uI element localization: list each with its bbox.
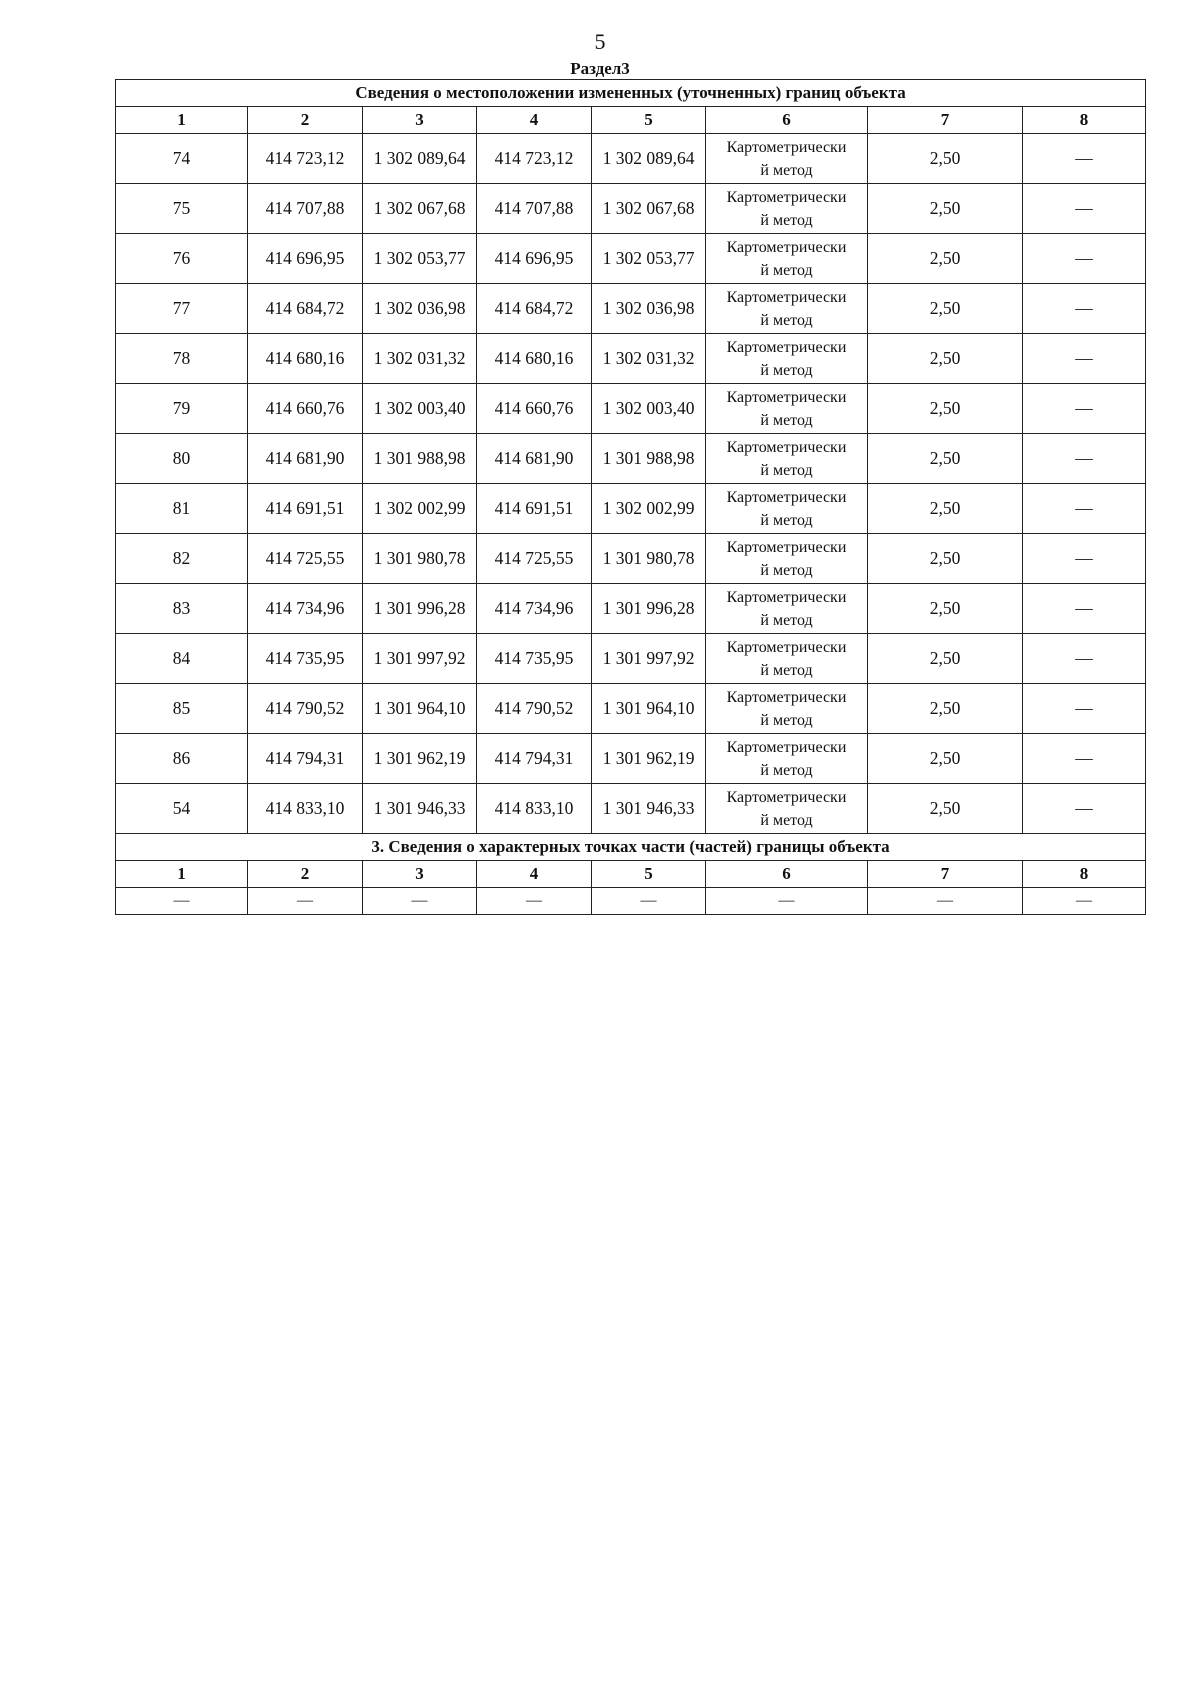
note-cell: —	[1023, 434, 1146, 484]
method-line-1: Картометрически	[726, 638, 847, 656]
y-old-cell: 1 301 962,19	[363, 734, 477, 784]
column-number: 3	[363, 107, 477, 134]
y-old-cell: 1 302 003,40	[363, 384, 477, 434]
x-old-cell: 414 691,51	[248, 484, 363, 534]
table1-title: Сведения о местоположении измененных (уточненных) границ объекта	[116, 80, 1146, 107]
method-line-1: Картометрически	[726, 738, 847, 756]
method-line-2: й метод	[760, 161, 813, 179]
y-old-cell: 1 302 036,98	[363, 284, 477, 334]
column-number: 4	[477, 107, 592, 134]
point-number-cell: 86	[116, 734, 248, 784]
empty-cell: —	[248, 888, 363, 915]
y-new-cell: 1 302 089,64	[592, 134, 706, 184]
column-number: 6	[706, 861, 868, 888]
x-old-cell: 414 707,88	[248, 184, 363, 234]
method-line-2: й метод	[760, 411, 813, 429]
method-line-1: Картометрически	[726, 238, 847, 256]
table1-column-numbers-row	[116, 107, 1146, 134]
method-cell	[706, 734, 868, 784]
y-old-cell: 1 301 964,10	[363, 684, 477, 734]
method-line-2: й метод	[760, 761, 813, 779]
method-cell	[706, 534, 868, 584]
y-new-cell: 1 301 988,98	[592, 434, 706, 484]
x-new-cell: 414 790,52	[477, 684, 592, 734]
table-row	[116, 634, 1146, 684]
x-old-cell: 414 680,16	[248, 334, 363, 384]
y-new-cell: 1 302 053,77	[592, 234, 706, 284]
point-number-cell: 54	[116, 784, 248, 834]
method-line-2: й метод	[760, 511, 813, 529]
x-old-cell: 414 681,90	[248, 434, 363, 484]
accuracy-cell: 2,50	[868, 134, 1023, 184]
x-old-cell: 414 833,10	[248, 784, 363, 834]
table-row	[116, 284, 1146, 334]
accuracy-cell: 2,50	[868, 484, 1023, 534]
x-new-cell: 414 725,55	[477, 534, 592, 584]
x-old-cell: 414 734,96	[248, 584, 363, 634]
column-number: 5	[592, 861, 706, 888]
y-old-cell: 1 301 980,78	[363, 534, 477, 584]
method-cell	[706, 234, 868, 284]
boundary-coordinates-table	[115, 79, 1146, 915]
table-row	[116, 734, 1146, 784]
point-number-cell: 82	[116, 534, 248, 584]
note-cell: —	[1023, 234, 1146, 284]
table-row	[116, 684, 1146, 734]
accuracy-cell: 2,50	[868, 684, 1023, 734]
method-line-2: й метод	[760, 611, 813, 629]
column-number: 1	[116, 107, 248, 134]
method-line-1: Картометрически	[726, 788, 847, 806]
y-new-cell: 1 302 067,68	[592, 184, 706, 234]
y-old-cell: 1 302 002,99	[363, 484, 477, 534]
column-number: 2	[248, 861, 363, 888]
method-line-1: Картометрически	[726, 388, 847, 406]
accuracy-cell: 2,50	[868, 634, 1023, 684]
note-cell: —	[1023, 334, 1146, 384]
y-old-cell: 1 302 053,77	[363, 234, 477, 284]
x-new-cell: 414 691,51	[477, 484, 592, 534]
page-number: 5	[594, 29, 606, 54]
empty-cell: —	[116, 888, 248, 915]
method-line-1: Картометрически	[726, 338, 847, 356]
x-old-cell: 414 723,12	[248, 134, 363, 184]
y-old-cell: 1 301 997,92	[363, 634, 477, 684]
method-line-1: Картометрически	[726, 538, 847, 556]
note-cell: —	[1023, 534, 1146, 584]
method-cell	[706, 384, 868, 434]
accuracy-cell: 2,50	[868, 784, 1023, 834]
column-number: 7	[868, 861, 1023, 888]
method-line-1: Картометрически	[726, 488, 847, 506]
y-old-cell: 1 301 996,28	[363, 584, 477, 634]
x-new-cell: 414 735,95	[477, 634, 592, 684]
y-old-cell: 1 302 067,68	[363, 184, 477, 234]
point-number-cell: 83	[116, 584, 248, 634]
column-number: 8	[1023, 861, 1146, 888]
point-number-cell: 81	[116, 484, 248, 534]
table-row	[116, 784, 1146, 834]
y-new-cell: 1 302 003,40	[592, 384, 706, 434]
method-cell	[706, 134, 868, 184]
table2-title: 3. Сведения о характерных точках части (частей) границы объекта	[116, 834, 1146, 861]
y-old-cell: 1 302 031,32	[363, 334, 477, 384]
method-line-2: й метод	[760, 361, 813, 379]
method-cell	[706, 784, 868, 834]
point-number-cell: 85	[116, 684, 248, 734]
note-cell: —	[1023, 284, 1146, 334]
method-cell	[706, 634, 868, 684]
point-number-cell: 84	[116, 634, 248, 684]
table-row	[116, 584, 1146, 634]
point-number-cell: 79	[116, 384, 248, 434]
point-number-cell: 77	[116, 284, 248, 334]
x-new-cell: 414 684,72	[477, 284, 592, 334]
column-number: 1	[116, 861, 248, 888]
accuracy-cell: 2,50	[868, 734, 1023, 784]
y-new-cell: 1 301 997,92	[592, 634, 706, 684]
x-new-cell: 414 707,88	[477, 184, 592, 234]
method-line-1: Картометрически	[726, 188, 847, 206]
method-cell	[706, 684, 868, 734]
table1-title-row	[116, 80, 1146, 107]
method-cell	[706, 334, 868, 384]
y-new-cell: 1 302 002,99	[592, 484, 706, 534]
y-old-cell: 1 302 089,64	[363, 134, 477, 184]
point-number-cell: 80	[116, 434, 248, 484]
table2-title-row	[116, 834, 1146, 861]
y-old-cell: 1 301 988,98	[363, 434, 477, 484]
section-title: Раздел3	[570, 59, 630, 78]
method-line-1: Картометрически	[726, 588, 847, 606]
column-number: 6	[706, 107, 868, 134]
empty-cell: —	[706, 888, 868, 915]
x-old-cell: 414 684,72	[248, 284, 363, 334]
point-number-cell: 76	[116, 234, 248, 284]
y-new-cell: 1 301 964,10	[592, 684, 706, 734]
table-row	[116, 484, 1146, 534]
x-new-cell: 414 833,10	[477, 784, 592, 834]
x-old-cell: 414 725,55	[248, 534, 363, 584]
method-line-2: й метод	[760, 661, 813, 679]
empty-cell: —	[1023, 888, 1146, 915]
note-cell: —	[1023, 484, 1146, 534]
column-number: 8	[1023, 107, 1146, 134]
method-cell	[706, 184, 868, 234]
table-row	[116, 434, 1146, 484]
method-cell	[706, 434, 868, 484]
column-number: 7	[868, 107, 1023, 134]
note-cell: —	[1023, 784, 1146, 834]
x-new-cell: 414 680,16	[477, 334, 592, 384]
empty-cell: —	[592, 888, 706, 915]
empty-cell: —	[477, 888, 592, 915]
y-new-cell: 1 301 962,19	[592, 734, 706, 784]
note-cell: —	[1023, 584, 1146, 634]
table2-column-numbers-row	[116, 861, 1146, 888]
method-line-2: й метод	[760, 261, 813, 279]
empty-cell: —	[868, 888, 1023, 915]
x-old-cell: 414 660,76	[248, 384, 363, 434]
x-old-cell: 414 735,95	[248, 634, 363, 684]
accuracy-cell: 2,50	[868, 534, 1023, 584]
method-line-2: й метод	[760, 461, 813, 479]
note-cell: —	[1023, 384, 1146, 434]
accuracy-cell: 2,50	[868, 334, 1023, 384]
x-old-cell: 414 794,31	[248, 734, 363, 784]
y-new-cell: 1 302 036,98	[592, 284, 706, 334]
column-number: 4	[477, 861, 592, 888]
x-old-cell: 414 790,52	[248, 684, 363, 734]
method-line-1: Картометрически	[726, 438, 847, 456]
table-row	[116, 384, 1146, 434]
x-old-cell: 414 696,95	[248, 234, 363, 284]
y-new-cell: 1 301 980,78	[592, 534, 706, 584]
table-row	[116, 134, 1146, 184]
note-cell: —	[1023, 184, 1146, 234]
accuracy-cell: 2,50	[868, 234, 1023, 284]
method-cell	[706, 284, 868, 334]
table-row	[116, 234, 1146, 284]
table2-empty-row	[116, 888, 1146, 915]
accuracy-cell: 2,50	[868, 384, 1023, 434]
column-number: 3	[363, 861, 477, 888]
x-new-cell: 414 660,76	[477, 384, 592, 434]
x-new-cell: 414 723,12	[477, 134, 592, 184]
accuracy-cell: 2,50	[868, 284, 1023, 334]
table-body	[116, 80, 1146, 915]
x-new-cell: 414 681,90	[477, 434, 592, 484]
method-line-2: й метод	[760, 211, 813, 229]
method-line-2: й метод	[760, 711, 813, 729]
table-row	[116, 534, 1146, 584]
x-new-cell: 414 794,31	[477, 734, 592, 784]
y-new-cell: 1 301 996,28	[592, 584, 706, 634]
note-cell: —	[1023, 634, 1146, 684]
accuracy-cell: 2,50	[868, 184, 1023, 234]
method-line-1: Картометрически	[726, 138, 847, 156]
column-number: 5	[592, 107, 706, 134]
column-number: 2	[248, 107, 363, 134]
method-line-2: й метод	[760, 311, 813, 329]
note-cell: —	[1023, 134, 1146, 184]
method-cell	[706, 484, 868, 534]
point-number-cell: 74	[116, 134, 248, 184]
x-new-cell: 414 696,95	[477, 234, 592, 284]
table-row	[116, 334, 1146, 384]
y-old-cell: 1 301 946,33	[363, 784, 477, 834]
method-line-2: й метод	[760, 561, 813, 579]
method-line-2: й метод	[760, 811, 813, 829]
empty-cell: —	[363, 888, 477, 915]
accuracy-cell: 2,50	[868, 434, 1023, 484]
point-number-cell: 75	[116, 184, 248, 234]
x-new-cell: 414 734,96	[477, 584, 592, 634]
y-new-cell: 1 302 031,32	[592, 334, 706, 384]
point-number-cell: 78	[116, 334, 248, 384]
note-cell: —	[1023, 684, 1146, 734]
note-cell: —	[1023, 734, 1146, 784]
accuracy-cell: 2,50	[868, 584, 1023, 634]
method-cell	[706, 584, 868, 634]
y-new-cell: 1 301 946,33	[592, 784, 706, 834]
method-line-1: Картометрически	[726, 288, 847, 306]
method-line-1: Картометрически	[726, 688, 847, 706]
table-row	[116, 184, 1146, 234]
